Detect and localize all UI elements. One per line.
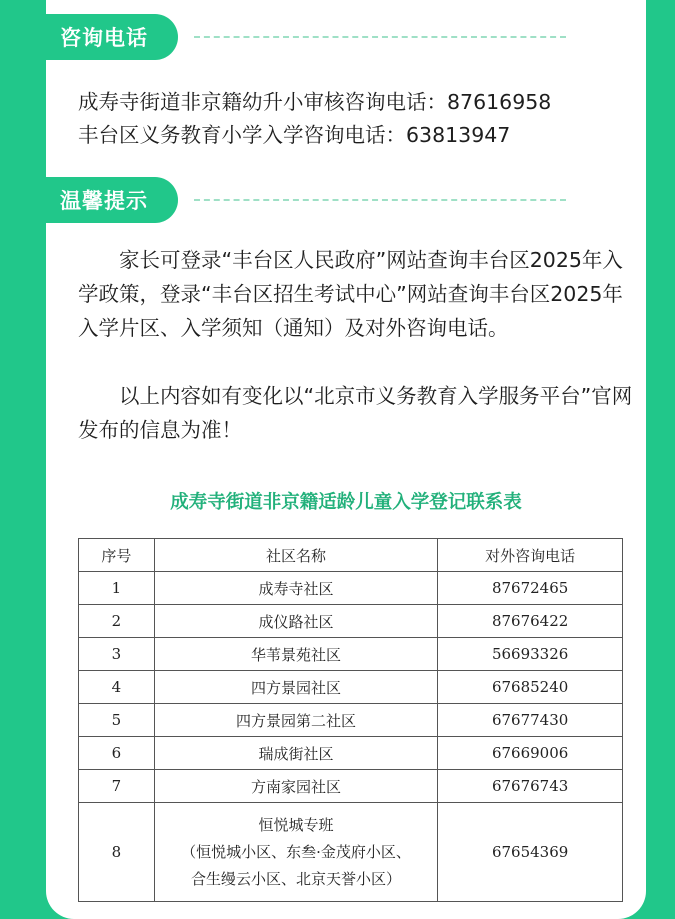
tips-paragraph-policy: 家长可登录“丰台区人民政府”网站查询丰台区2025年入学政策，登录“丰台区招生考试中心”网站查询丰台区2025年入学片区、入学须知（通知）及对外咨询电话。 — [78, 248, 623, 340]
contact-section-header — [46, 14, 646, 60]
header-phone: 对外咨询电话 — [438, 539, 623, 572]
row-no: 7 — [79, 770, 155, 803]
contact-line-fengtai: 丰台区义务教育小学入学咨询电话：63813947 — [78, 123, 511, 147]
row-no: 2 — [79, 605, 155, 638]
row-phone: 67654369 — [438, 803, 623, 902]
community-name: 恒悦城专班 — [258, 815, 334, 834]
content-card — [46, 0, 646, 919]
table-row — [79, 572, 623, 605]
row-no: 3 — [79, 638, 155, 671]
row-phone: 67677430 — [438, 704, 623, 737]
contact-table — [78, 538, 623, 902]
contact-line-chengshousi: 成寿寺街道非京籍幼升小审核咨询电话：87616958 — [78, 90, 552, 114]
row-phone: 67676743 — [438, 770, 623, 803]
row-phone: 67669006 — [438, 737, 623, 770]
row-community: 成寿寺社区 — [154, 572, 437, 605]
row-community: 四方景园第二社区 — [154, 704, 437, 737]
tips-paragraph-notice: 以上内容如有变化以“北京市义务教育入学服务平台”官网发布的信息为准！ — [78, 384, 633, 442]
table-row — [79, 803, 623, 902]
dashed-divider — [194, 36, 566, 38]
row-phone: 87676422 — [438, 605, 623, 638]
row-community: 瑞成街社区 — [154, 737, 437, 770]
tips-section-header — [46, 177, 646, 223]
table-row — [79, 638, 623, 671]
row-phone: 67685240 — [438, 671, 623, 704]
row-community: 成仪路社区 — [154, 605, 437, 638]
row-community: 方南家园社区 — [154, 770, 437, 803]
contact-section-title: 咨询电话 — [46, 14, 178, 60]
community-detail-line: （恒悦城小区、东叁·金茂府小区、 — [181, 842, 411, 861]
dashed-divider — [194, 199, 566, 201]
row-no: 6 — [79, 737, 155, 770]
table-row — [79, 605, 623, 638]
row-community — [154, 803, 437, 902]
table-row — [79, 671, 623, 704]
row-community: 华苇景苑社区 — [154, 638, 437, 671]
table-title: 成寿寺街道非京籍适龄儿童入学登记联系表 — [170, 492, 522, 513]
table-header-row — [79, 539, 623, 572]
row-phone: 87672465 — [438, 572, 623, 605]
row-no: 4 — [79, 671, 155, 704]
table-row — [79, 704, 623, 737]
row-phone: 56693326 — [438, 638, 623, 671]
row-community: 四方景园社区 — [154, 671, 437, 704]
tips-section-title: 温馨提示 — [46, 177, 178, 223]
header-community: 社区名称 — [154, 539, 437, 572]
community-detail-line: 合生缦云小区、北京天誉小区） — [191, 869, 402, 888]
row-no: 1 — [79, 572, 155, 605]
header-no: 序号 — [79, 539, 155, 572]
table-row — [79, 770, 623, 803]
row-no: 8 — [79, 803, 155, 902]
row-no: 5 — [79, 704, 155, 737]
table-row — [79, 737, 623, 770]
